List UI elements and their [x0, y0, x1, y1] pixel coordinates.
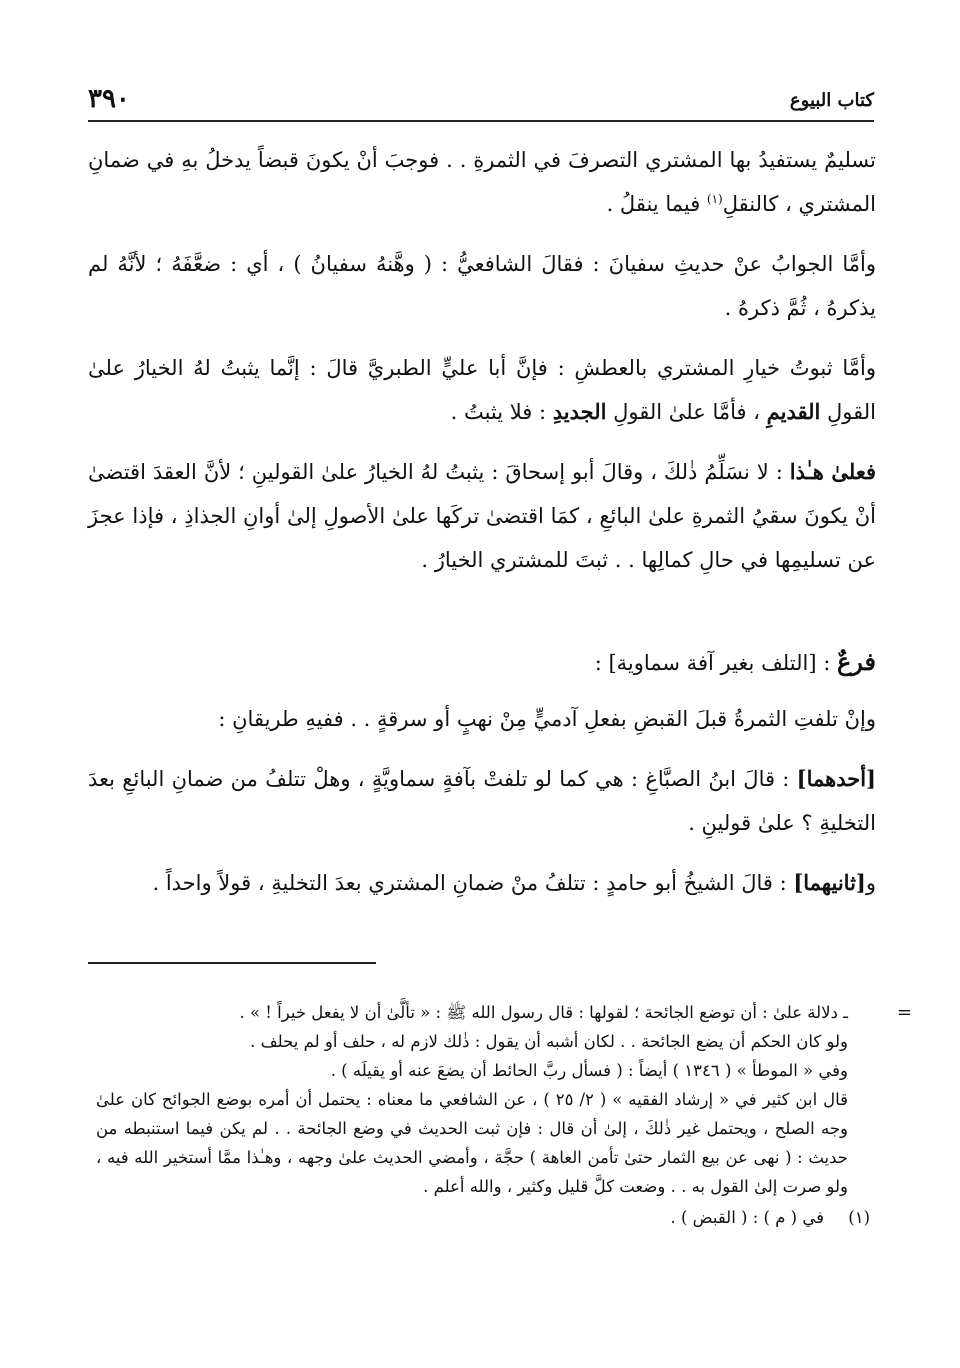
footnote-reference-1[interactable]: (١) — [706, 192, 723, 206]
paragraph-4-lead: فعلىٰ هـٰذا — [789, 459, 877, 484]
footnote-1 — [96, 1203, 870, 1232]
continuation-mark: = — [896, 1002, 912, 1023]
paragraph-3-text-a: وأمَّا ثبوتُ خيارِ المشتري بالعطشِ : فإنَّ أبا عليٍّ الطبريَّ قالَ : إنَّما يثبتُ لهُ الخيارُ علىٰ القولِ — [88, 356, 876, 424]
footnote-separator — [88, 962, 376, 964]
chapter-title: كتاب البيوع — [789, 90, 874, 111]
page-number: ٣٩٠ — [88, 84, 130, 114]
paragraph-6-text: : قالَ ابنُ الصبَّاغِ : هي كما لو تلفتْ بآفةٍ سماويَّةٍ ، وهلْ تتلفُ من ضمانِ البائعِ بعدَ التخليةِ ؟ علىٰ قولينِ . — [88, 767, 876, 835]
paragraph-7-text: : قالَ الشيخُ أبو حامدٍ : تتلفُ منْ ضمانِ المشتري بعدَ التخليةِ ، قولاً واحداً . — [152, 871, 794, 895]
footnote-line-3: وفي « الموطأ » ( ١٣٤٦ ) أيضاً : ( فسأل ربَّ الحائط أن يضعَ عنه أو يقيلَه ) . — [330, 1061, 848, 1080]
footnotes — [96, 998, 912, 1232]
paragraph-1 — [88, 138, 876, 226]
footnote-1-number: (١) — [848, 1208, 870, 1227]
paragraph-1-text-b: فيما ينقلُ . — [606, 192, 707, 216]
paragraph-4-text: : لا نسَلِّمُ ذٰلكَ ، وقالَ أبو إسحاقَ : يثبتُ لهُ الخيارُ علىٰ القولينِ ؛ لأنَّ العقدَ اقتضىٰ أنْ يكونَ سقيُ الثمرةِ علىٰ البائعِ ، كمَا اقتضىٰ تركَها علىٰ الأصولِ إلىٰ أوانِ الجذاذِ ، فإذا عجزَ عن تسليمِها في حالِ كمالِها . . ثبتَ للمشتري الخيارُ . — [88, 460, 876, 572]
paragraph-6 — [88, 757, 876, 845]
paragraph-3-text-c: : فلا يثبتُ . — [450, 400, 553, 424]
page-header — [88, 82, 874, 122]
footnote-1-text: في ( م ) : ( القبض ) . — [670, 1208, 824, 1227]
paragraph-7 — [88, 861, 876, 905]
paragraph-2: وأمَّا الجوابُ عنْ حديثِ سفيانَ : فقالَ الشافعيُّ : ( وهَّنهُ سفيانُ ) ، أي : ضعَّفَهُ ؛ لأنَّهُ لم يذكرهُ ، ثُمَّ ذكرهُ . — [88, 252, 876, 320]
footnote-line-2: ولو كان الحكم أن يضع الجائحة . . لكان أشبه أن يقول : ذٰلك لازم له ، حلف أو لم يحلف . — [250, 1032, 848, 1051]
branch-label: فرعٌ — [836, 647, 876, 676]
paragraph-6-lead: [أحدهما] — [796, 766, 876, 791]
footnote-line-4: قال ابن كثير في « إرشاد الفقيه » ( ٢/ ٢٥ ) ، عن الشافعي ما معناه : يحتمل أن أمره بوضع الجوائح كان علىٰ وجه الصلح ، ويحتمل غير ذٰلكَ ، إلىٰ أن قال : فإن ثبت الحديث في وضع الجائحة . . لم يكن فيما استنبطه من حديث : ( نهى عن بيع الثمار حتىٰ تأمن العاهة ) حجَّة ، وأمضي الحديث علىٰ وجهه ، وهـٰذا ممَّا أستخير الله فيه ، ولو صرت إلىٰ القول به . . وضعت كلَّ قليل وكثير ، والله أعلم . — [96, 1090, 848, 1196]
paragraph-7-lead: [ثانيهما] — [793, 870, 866, 895]
term-qadim: القديمِ — [766, 399, 821, 424]
branch-heading — [88, 640, 876, 685]
paragraph-7-prefix: و — [865, 871, 876, 895]
paragraph-1-text-a: تسليمٌ يستفيدُ بها المشتري التصرفَ في الثمرةِ . . فوجبَ أنْ يكونَ قبضاً يدخلُ بهِ في ضمانِ المشتري ، كالنقلِ — [88, 148, 876, 216]
branch-title: : [التلف بغير آفة سماوية] : — [594, 651, 837, 675]
paragraph-3 — [88, 346, 876, 434]
footnote-line-1: ـ دلالة علىٰ : أن توضع الجائحة ؛ لقولها : قال رسول الله ﷺ : « تألَّىٰ أن لا يفعل خيراً ! » . — [239, 1003, 848, 1022]
section-gap — [88, 598, 876, 640]
footnote-continuation — [96, 998, 912, 1201]
paragraph-5: وإنْ تلفتِ الثمرةُ قبلَ القبضِ بفعلِ آدميٍّ مِنْ نهبٍ أو سرقةٍ . . ففيهِ طريقانِ : — [218, 707, 876, 731]
paragraph-3-text-b: ، فأمَّا علىٰ القولِ — [606, 400, 767, 424]
term-jadid: الجديدِ — [552, 399, 607, 424]
paragraph-4 — [88, 450, 876, 582]
main-text — [88, 138, 876, 921]
